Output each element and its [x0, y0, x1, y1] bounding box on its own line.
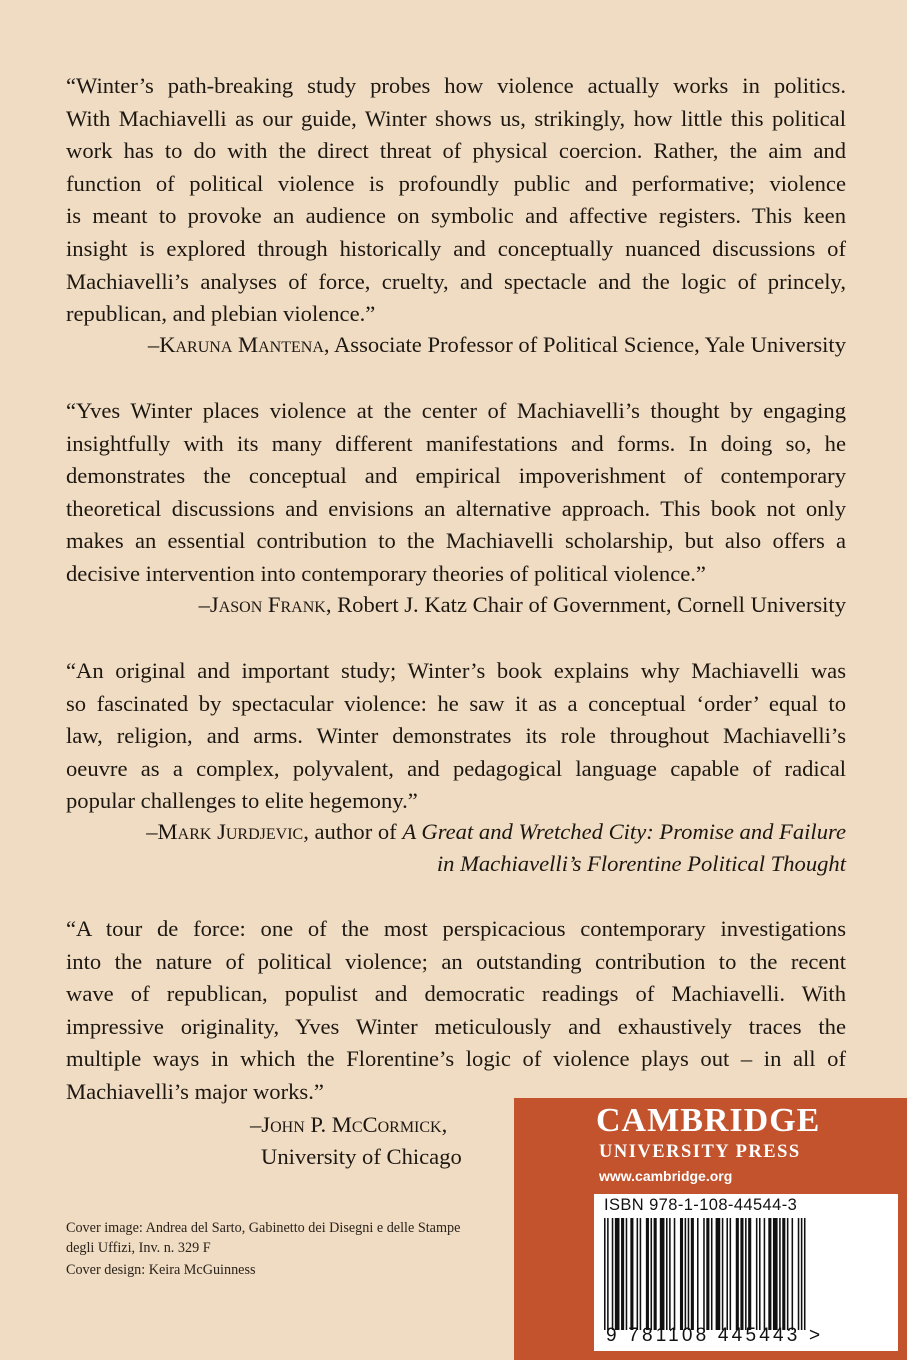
barcode-bar [637, 1218, 639, 1330]
endorser-name: Karuna Mantena [159, 332, 324, 357]
blurb-3-attribution-line-2 [437, 849, 846, 879]
isbn-label: ISBN 978-1-108-44544-3 [604, 1196, 798, 1214]
barcode-bar [604, 1218, 606, 1330]
publisher-subtitle: UNIVERSITY PRESS [599, 1142, 801, 1162]
barcode-bar [697, 1218, 699, 1330]
barcode-bar [626, 1218, 628, 1330]
barcode-bar [716, 1218, 721, 1330]
blurb-line: “An original and important study; Winter’s book explains why Machiavelli was [66, 658, 846, 683]
publisher-block [514, 1098, 907, 1360]
barcode-bar [680, 1218, 683, 1330]
barcode-bar [640, 1218, 642, 1330]
endorser-name: Jason Frank [209, 592, 326, 617]
blurb-line: demonstrates the conceptual and empirical impoverishment of contemporary [66, 463, 846, 489]
blurb-line: multiple ways in which the Florentine’s logic of violence plays out – in all of [66, 1046, 846, 1072]
blurb-line: oeuvre as a complex, polyvalent, and pedagogical language capable of radical [66, 755, 846, 781]
blurb-line: into the nature of political violence; an outstanding contribution to the recent [66, 948, 846, 974]
blurb-line: “Winter’s path-breaking study probes how violence actually works in politics. [66, 73, 846, 98]
barcode-number: 9 781108 445443 > [606, 1325, 824, 1346]
book-title: A Great and Wretched City: Promise and Failure [402, 819, 846, 844]
blurb-line: popular challenges to elite hegemony.” [66, 788, 418, 814]
barcode-bar [801, 1218, 803, 1330]
blurb-line: makes an essential contribution to the Machiavelli scholarship, but also offers a [66, 528, 846, 554]
barcode-bar [787, 1218, 789, 1330]
blurb-line: Machiavelli’s analyses of force, cruelty, and spectacle and the logic of princely, [66, 268, 846, 294]
endorser-name: Mark Jurdjevic [157, 819, 304, 844]
barcode-bar [798, 1218, 800, 1330]
barcode-bar [773, 1218, 778, 1330]
blurb-line: “A tour de force: one of the most perspicacious contemporary investigations [66, 916, 846, 941]
barcode-bar [711, 1218, 713, 1330]
barcode-bar [756, 1218, 758, 1330]
blurb-line: Machiavelli’s major works.” [66, 1078, 324, 1104]
blurb-line: wave of republican, populist and democratic readings of Machiavelli. With [66, 981, 846, 1007]
barcode-bar [630, 1218, 633, 1330]
blurb-1-attribution: –Karuna Mantena, Associate Professor of Political Science, Yale University [147, 332, 846, 357]
barcode-bar [669, 1218, 671, 1330]
blurb-line: impressive originality, Yves Winter meticulously and exhaustively traces the [66, 1013, 846, 1039]
blurb-1 [66, 70, 846, 331]
barcode-bar [621, 1218, 624, 1330]
barcode-bar [745, 1218, 747, 1330]
barcode-bar [726, 1218, 728, 1330]
barcode-bar [759, 1218, 761, 1330]
barcode-bar [730, 1218, 732, 1330]
barcode-bar [736, 1218, 739, 1330]
barcode-bar [607, 1218, 609, 1330]
barcode-bar [722, 1218, 724, 1330]
blurb-4-attribution: –John P. McCormick, [250, 1112, 448, 1137]
blurb-line: insightfully with its many different manifestations and forms. In doing so, he [66, 430, 846, 456]
blurb-3-attribution: –Mark Jurdjevic, author of A Great and Wretched City: Promise and Failure [146, 819, 846, 844]
barcode-icon [604, 1218, 880, 1330]
barcode-bar [660, 1218, 665, 1330]
blurb-line: function of political violence is profoundly public and performative; violence [66, 170, 846, 196]
barcode-bar [768, 1218, 771, 1330]
barcode-bar [703, 1218, 705, 1330]
barcode-bar [792, 1218, 794, 1330]
barcode-bar [740, 1218, 743, 1330]
cover-credits [66, 1218, 460, 1280]
blurb-line: republican, and plebian violence.” [66, 301, 376, 327]
blurb-line: With Machiavelli as our guide, Winter shows us, strikingly, how little this political [66, 105, 846, 131]
blurb-2 [66, 395, 846, 591]
barcode-bar [674, 1218, 676, 1330]
barcode-bar [706, 1218, 709, 1330]
barcode-bar [646, 1218, 649, 1330]
blurb-4-attribution-line-2: University of Chicago [261, 1144, 462, 1169]
barcode-panel [594, 1194, 898, 1351]
blurb-line: work has to do with the direct threat of physical coercion. Rather, the aim and [66, 138, 846, 164]
blurb-line: law, religion, and arms. Winter demonstrates its role throughout Machiavelli’s [66, 723, 846, 749]
barcode-bar [782, 1218, 785, 1330]
publisher-name: CAMBRIDGE [596, 1102, 821, 1139]
blurb-4 [66, 913, 846, 1109]
blurb-line: insight is explored through historically and conceptually nuanced discussions of [66, 235, 846, 261]
book-title: in Machiavelli’s Florentine Political Thought [436, 851, 846, 876]
blurb-2-attribution: –Jason Frank, Robert J. Katz Chair of Government, Cornell University [198, 592, 846, 617]
barcode-bar [691, 1218, 694, 1330]
barcode-bar [804, 1218, 806, 1330]
blurb-line: decisive intervention into contemporary theories of political violence.” [66, 560, 706, 586]
blurb-line: is meant to provoke an audience on symbolic and affective registers. This keen [66, 203, 846, 229]
barcode-bar [748, 1218, 751, 1330]
blurb-3 [66, 655, 846, 818]
cover-image-credit: Cover image: Andrea del Sarto, Gabinetto dei Disegni e delle Stampe [66, 1220, 461, 1236]
endorser-name: John P. McCormick [261, 1112, 442, 1137]
barcode-bar [612, 1218, 614, 1330]
blurb-line: “Yves Winter places violence at the center of Machiavelli’s thought by engaging [66, 398, 846, 423]
barcode-bar [615, 1218, 620, 1330]
barcode-bar [685, 1218, 687, 1330]
barcode-bar [651, 1218, 653, 1330]
barcode-bar [688, 1218, 690, 1330]
publisher-url: www.cambridge.org [599, 1168, 733, 1184]
barcode-bar [654, 1218, 657, 1330]
barcode-bar [779, 1218, 781, 1330]
barcode-bar [764, 1218, 766, 1330]
cover-design-credit: Cover design: Keira McGuinness [66, 1262, 256, 1278]
blurb-line: so fascinated by spectacular violence: he saw it as a conceptual ‘order’ equal to [66, 690, 846, 716]
cover-image-credit-cont: degli Uffizi, Inv. n. 329 F [66, 1240, 211, 1256]
blurb-line: theoretical discussions and envisions an alternative approach. This book not only [66, 495, 846, 521]
barcode-bar [666, 1218, 668, 1330]
